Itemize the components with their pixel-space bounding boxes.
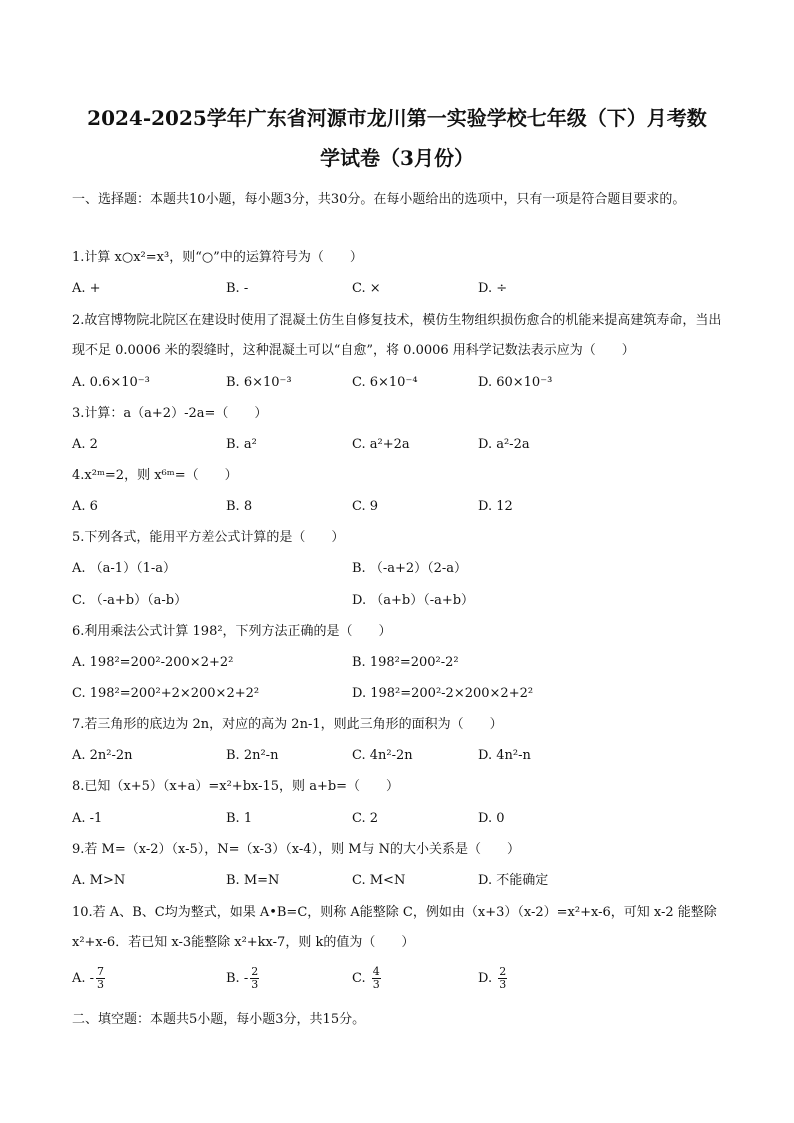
fraction <box>250 966 259 991</box>
fraction-numerator: 7 <box>97 965 105 978</box>
option-d: D. 60×10⁻³ <box>478 375 553 390</box>
section1-heading: 一、选择题：本题共10小题，每小题3分，共30分。在每小题给出的选项中，只有一项是符合题目要求的。 <box>72 192 686 207</box>
fraction-numerator: 4 <box>372 965 380 978</box>
option-b <box>226 966 261 991</box>
option-b: B. 2n²-n <box>226 748 279 763</box>
option-a: A. 2 <box>72 437 98 452</box>
question-10-options <box>72 966 732 996</box>
option-c-prefix: C. <box>352 971 370 986</box>
option-a-prefix: A. - <box>72 971 95 986</box>
option-c: C. a²+2a <box>352 437 410 452</box>
option-a: A. 0.6×10⁻³ <box>72 375 150 390</box>
option-c: C. 6×10⁻⁴ <box>352 375 418 390</box>
fraction <box>96 966 105 991</box>
option-c: C. 2 <box>352 811 379 826</box>
option-c: C. 4n²-2n <box>352 748 413 763</box>
option-b: B. 198²=200²-2² <box>352 655 459 670</box>
option-d: D. 不能确定 <box>478 873 549 888</box>
option-a: A. 2n²-2n <box>72 748 133 763</box>
question-6-stem: 6.利用乘法公式计算 198²，下列方法正确的是（ ） <box>72 624 392 639</box>
option-d <box>478 966 509 991</box>
option-c <box>352 966 383 991</box>
option-d: D. 12 <box>478 499 513 514</box>
question-7-stem: 7.若三角形的底边为 2n，对应的高为 2n-1，则此三角形的面积为（ ） <box>72 717 503 732</box>
option-a: A. （a-1）（1-a） <box>72 561 176 576</box>
option-c: C. × <box>352 281 381 296</box>
question-8-stem: 8.已知（x+5）（x+a）=x²+bx-15，则 a+b=（ ） <box>72 779 400 794</box>
option-b: B. - <box>226 281 249 296</box>
fraction <box>498 966 507 991</box>
fraction-denominator: 3 <box>251 978 259 991</box>
fraction-denominator: 3 <box>97 978 105 991</box>
option-c: C. 198²=200²+2×200×2+2² <box>72 686 260 701</box>
option-d: D. ÷ <box>478 281 508 296</box>
option-d-prefix: D. <box>478 971 497 986</box>
option-c: C. （-a+b）（a-b） <box>72 593 188 608</box>
option-d: D. 0 <box>478 811 505 826</box>
exam-title-line2: 学试卷（3月份） <box>320 146 474 170</box>
option-d: D. 4n²-n <box>478 748 531 763</box>
option-b: B. M=N <box>226 873 280 888</box>
fraction <box>372 966 381 991</box>
question-10-stem: 10.若 A、B、C均为整式，如果 A•B=C，则称 A能整除 C，例如由（x+3）（x-2）=x²+x-6，可知 x-2 能整除 x²+x-6．若已知 x-3能整除 x²+kx-7，则 k的值为（ ） <box>72 905 717 950</box>
question-3-options <box>72 435 732 455</box>
question-1-options <box>72 279 732 299</box>
question-1-stem: 1.计算 x○x²=x³，则“○”中的运算符号为（ ） <box>72 250 363 265</box>
question-2-options <box>72 373 732 393</box>
option-a: A. M>N <box>72 873 126 888</box>
fraction-denominator: 3 <box>499 978 507 991</box>
option-b: B. （-a+2）（2-a） <box>352 561 468 576</box>
option-b-prefix: B. - <box>226 971 249 986</box>
option-b: B. a² <box>226 437 257 452</box>
option-a: A. -1 <box>72 811 103 826</box>
fraction-denominator: 3 <box>372 978 380 991</box>
fraction-numerator: 2 <box>499 965 507 978</box>
question-3-stem: 3.计算：a（a+2）-2a=（ ） <box>72 406 268 421</box>
question-2-stem: 2.故宫博物院北院区在建设时使用了混凝土仿生自修复技术，模仿生物组织损伤愈合的机能来提高建筑寿命，当出现不足 0.0006 米的裂缝时，这种混凝土可以“自愈”，将 0.0006 用科学记数法表示应为（ ） <box>72 313 722 358</box>
option-d: D. a²-2a <box>478 437 530 452</box>
question-8-options <box>72 809 732 829</box>
question-5-options-row2 <box>72 591 732 611</box>
option-a: A. + <box>72 281 101 296</box>
option-a: A. 6 <box>72 499 98 514</box>
question-9-options <box>72 871 732 891</box>
exam-title-line1: 2024-2025学年广东省河源市龙川第一实验学校七年级（下）月考数 <box>87 106 707 130</box>
question-9-stem: 9.若 M=（x-2）（x-5），N=（x-3）（x-4），则 M与 N的大小关系是（ ） <box>72 842 521 857</box>
option-a: A. 198²=200²-200×2+2² <box>72 655 234 670</box>
question-6-options-row2 <box>72 684 732 704</box>
question-5-options-row1 <box>72 559 732 579</box>
option-b: B. 6×10⁻³ <box>226 375 292 390</box>
question-7-options <box>72 746 732 766</box>
option-b: B. 8 <box>226 499 253 514</box>
question-4-stem: 4.x²ᵐ=2，则 x⁶ᵐ=（ ） <box>72 468 238 483</box>
question-5-stem: 5.下列各式，能用平方差公式计算的是（ ） <box>72 530 345 545</box>
fraction-numerator: 2 <box>251 965 259 978</box>
section2-heading: 二、填空题：本题共5小题，每小题3分，共15分。 <box>72 1012 366 1027</box>
option-d: D. （a+b）（-a+b） <box>352 593 475 608</box>
question-6-options-row1 <box>72 653 732 673</box>
option-c: C. 9 <box>352 499 379 514</box>
option-d: D. 198²=200²-2×200×2+2² <box>352 686 534 701</box>
option-b: B. 1 <box>226 811 253 826</box>
option-a <box>72 966 107 991</box>
option-c: C. M<N <box>352 873 406 888</box>
question-4-options <box>72 497 732 517</box>
